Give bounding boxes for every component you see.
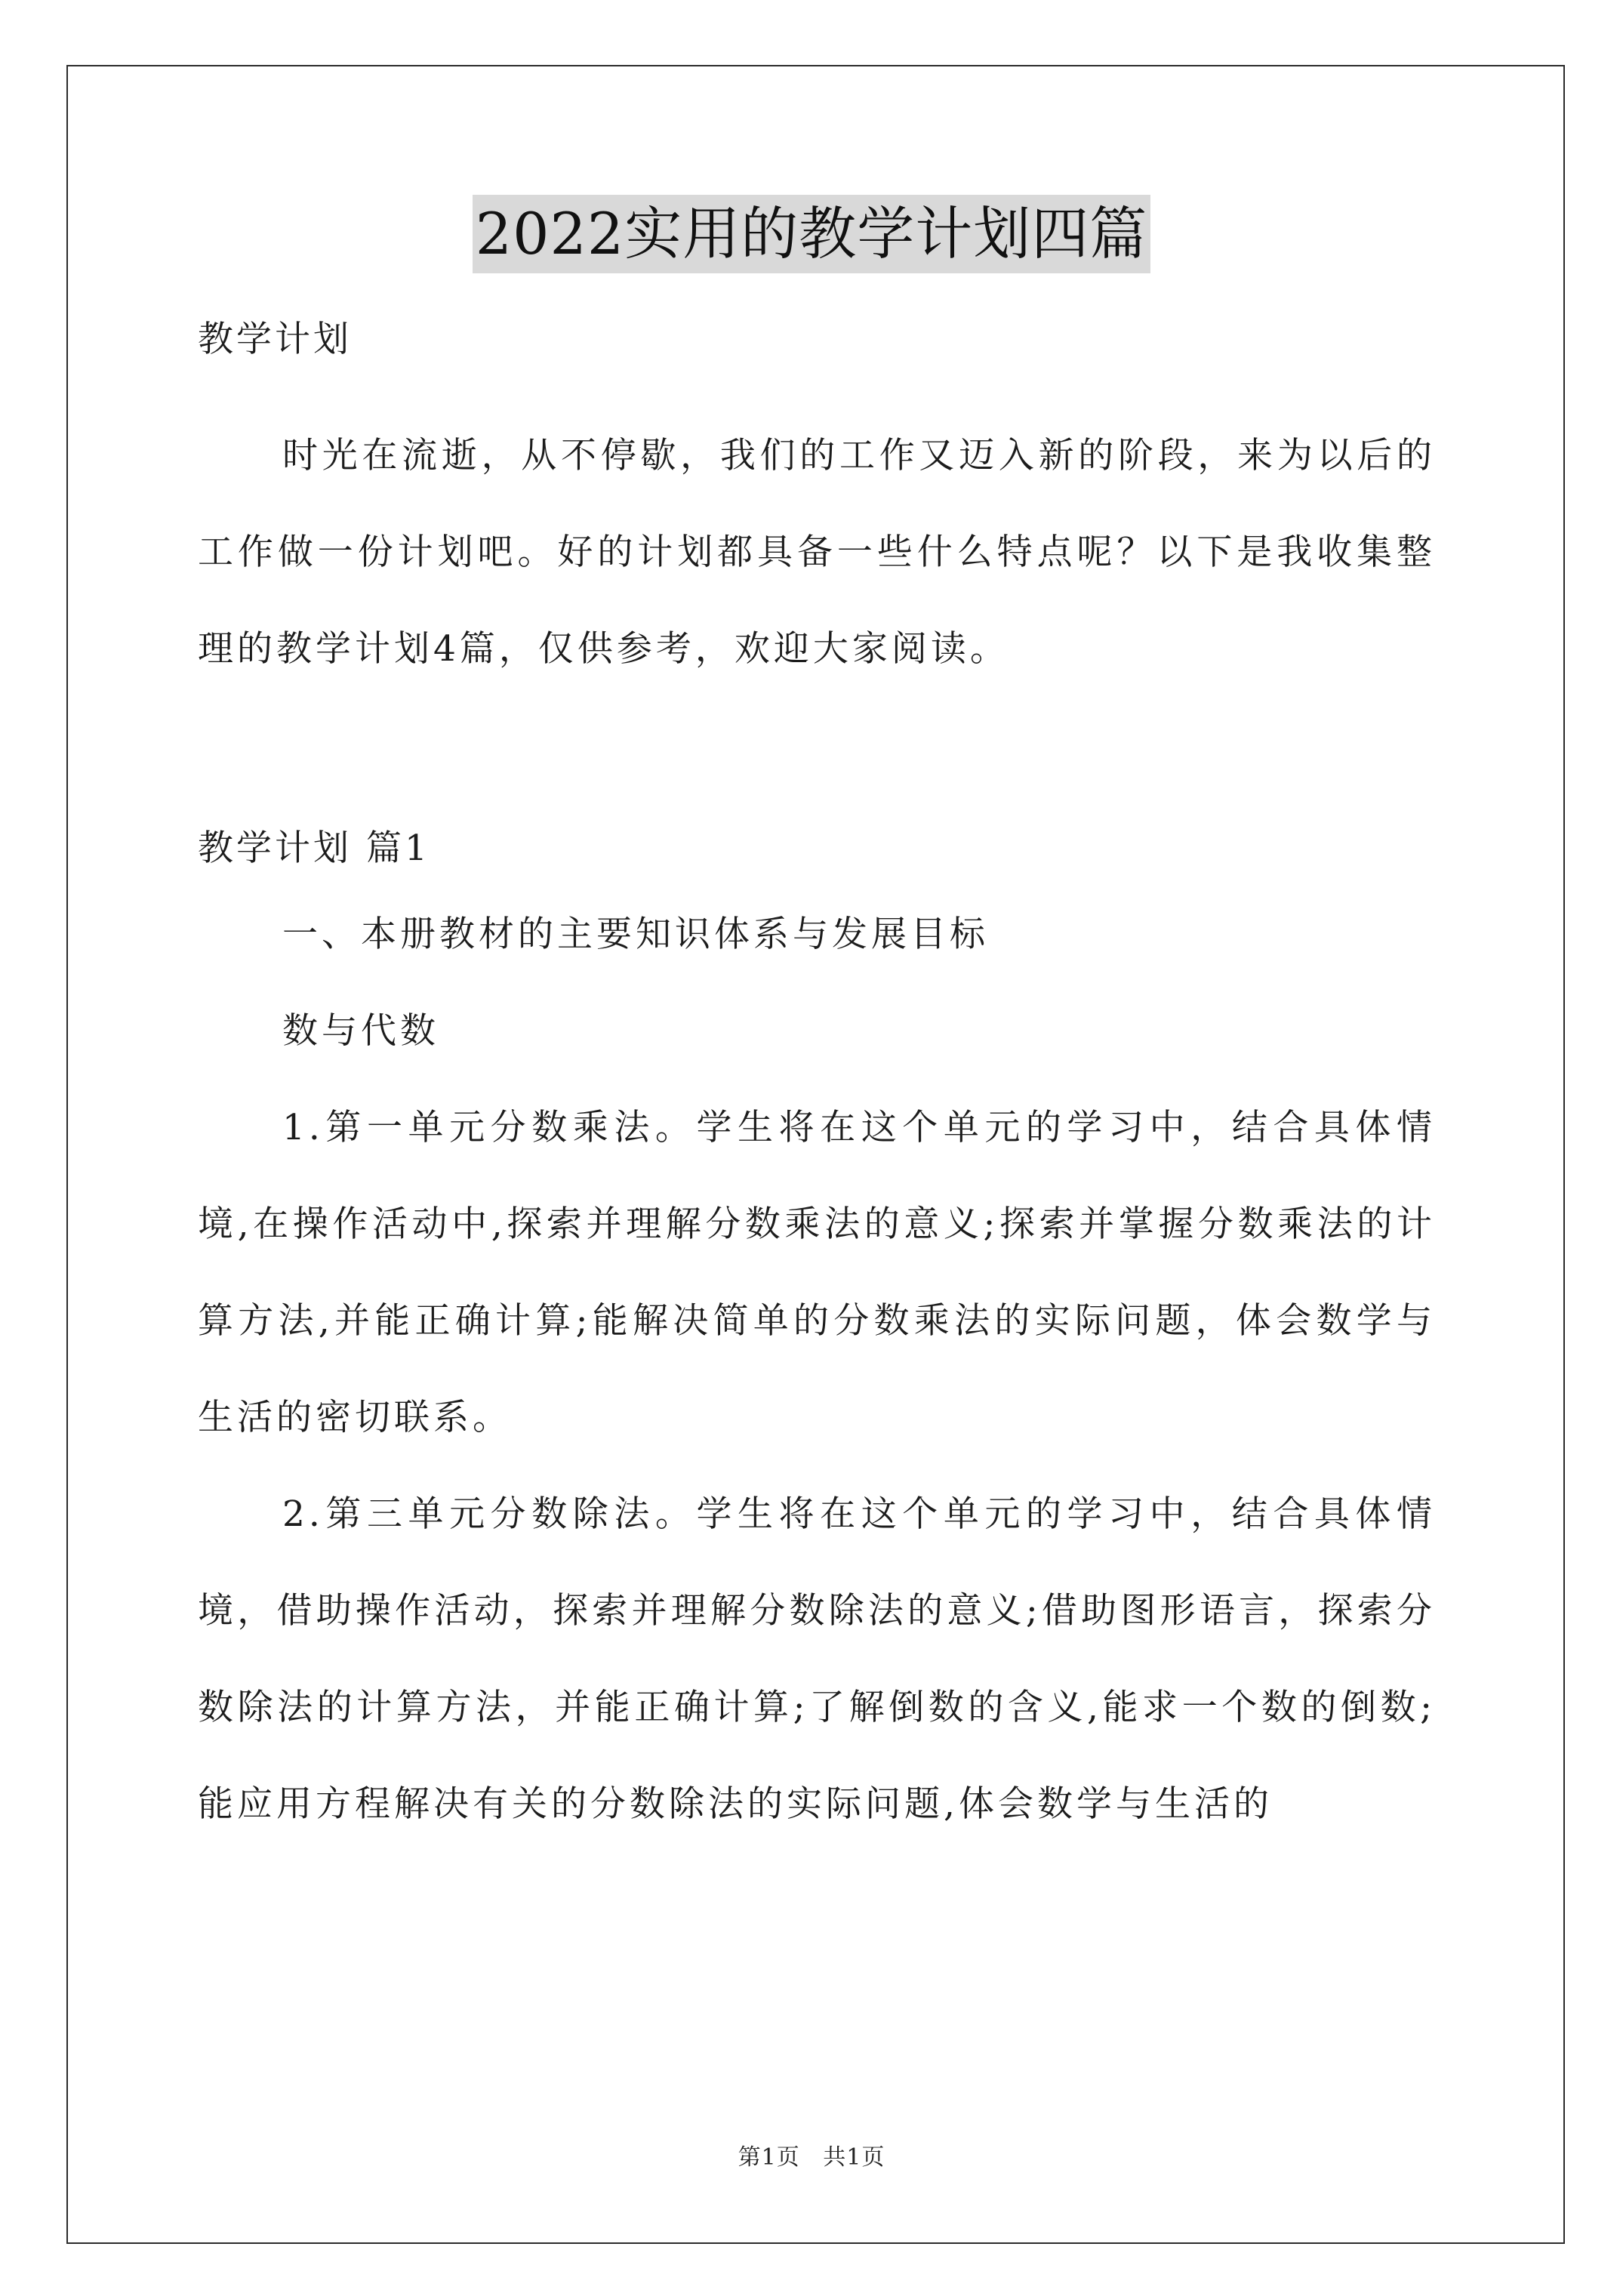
page-footer: [0, 2138, 1623, 2171]
intro-heading: 教学计划: [198, 319, 352, 360]
page-number: 第1页: [738, 2144, 800, 2171]
list-item: 1.第一单元分数乘法。学生将在这个单元的学习中，结合具体情境,在操作活动中,探索并理解分数乘法的意义;探索并掌握分数乘法的计算方法,并能正确计算;能解决简单的分数乘法的实际问题，体会数学与生活的密切联系。: [198, 1107, 1436, 1438]
page-total: 共1页: [823, 2144, 885, 2171]
document-body: [198, 302, 1436, 1853]
document-title: 2022实用的教学计划四篇: [473, 195, 1150, 273]
section-heading: 教学计划 篇1: [198, 827, 430, 869]
list-item: 2.第三单元分数除法。学生将在这个单元的学习中，结合具体情境，借助操作活动，探索并理解分数除法的意义;借助图形语言，探索分数除法的计算方法，并能正确计算;了解倒数的含义,能求一个数的倒数;能应用方程解决有关的分数除法的实际问题,体会数学与生活的: [198, 1493, 1436, 1825]
title-container: [0, 195, 1623, 273]
topic-label: 数与代数: [282, 1010, 439, 1052]
intro-paragraph: 时光在流逝，从不停歇，我们的工作又迈入新的阶段，来为以后的工作做一份计划吧。好的计划都具备一些什么特点呢？以下是我收集整理的教学计划4篇，仅供参考，欢迎大家阅读。: [198, 435, 1436, 670]
subheading: 一、本册教材的主要知识体系与发展目标: [282, 914, 989, 955]
